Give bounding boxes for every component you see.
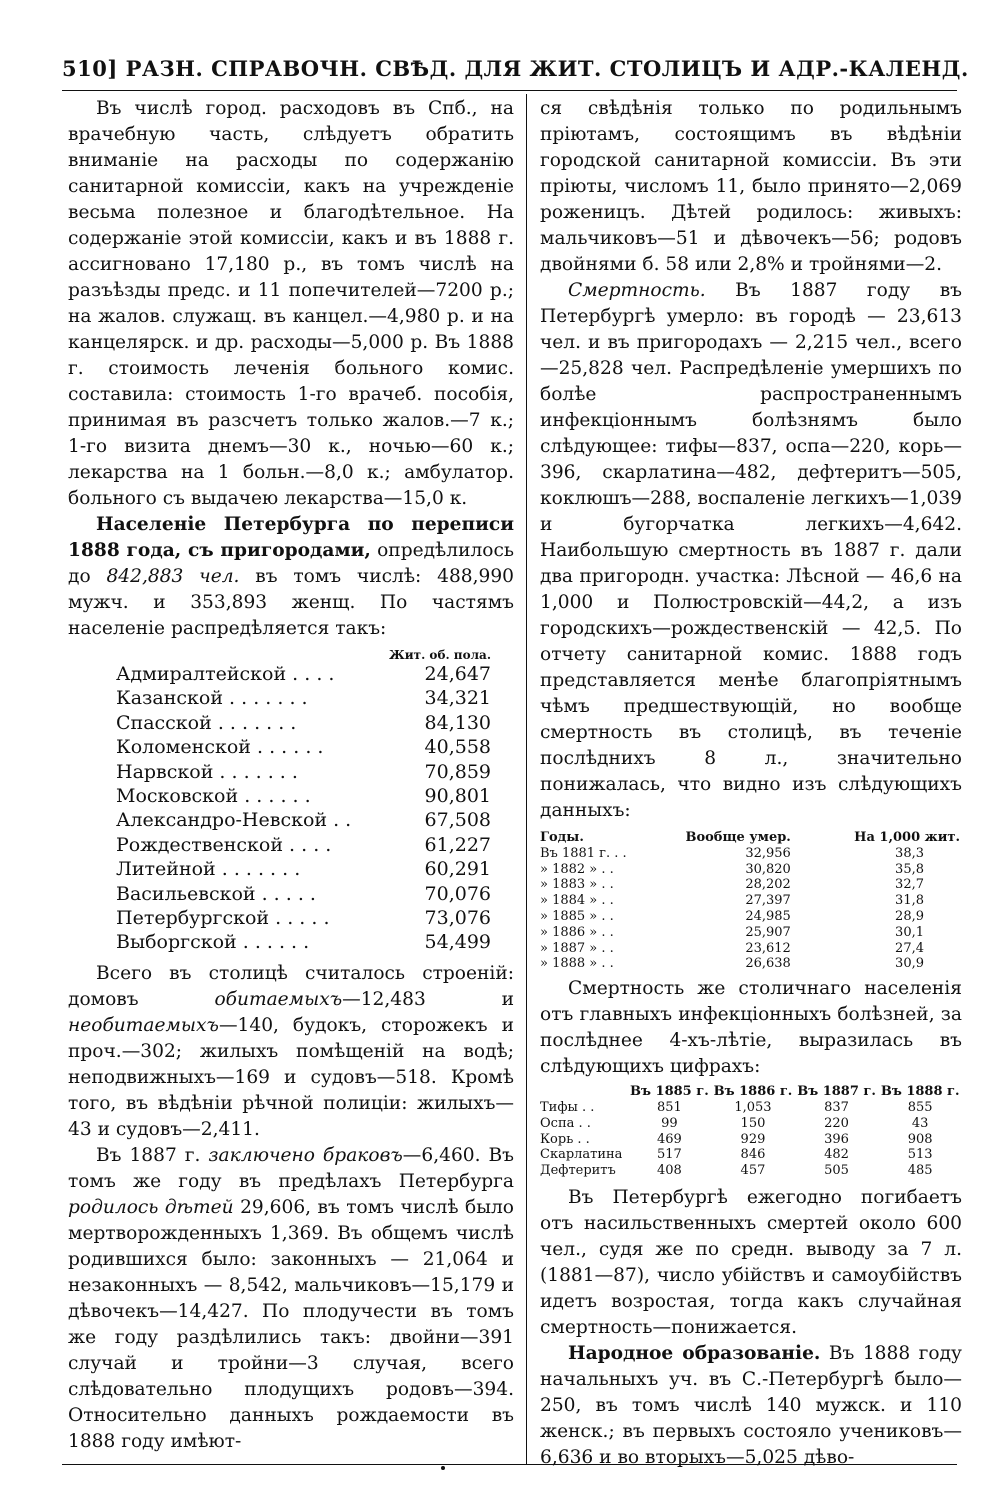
table-row: » 1886 » . . 25,907 30,1	[540, 924, 924, 940]
table-row: Московской . . . . . . 90,801	[116, 785, 491, 808]
infectious-paragraph: Смертность же столичнаго населенія отъ главныхъ инфекціонныхъ болѣзней, за послѣднее 4-хъ-лѣтіе, выразилась въ слѣдующихъ цифрахъ:	[540, 978, 962, 1078]
mortality-paragraph: Смертность. Въ 1887 году въ Петербургѣ умерло: въ городѣ — 23,613 чел. и въ пригородахъ — 2,215 чел., всего—25,828 чел. Распредѣленіе умершихъ по болѣе распространеннымъ инфекціоннымъ болѣзнямъ было слѣдующее: тифы—837, оспа—220, корь—396, скарлатина—482, дефтеритъ—505, коклюшъ—288, воспаленіе легкихъ—1,039 и бугорчатка легкихъ—4,642. Наибольшую смертность въ 1887 г. дали два пригородн. участка: Лѣсной — 46,6 на 1,000 и Полюстровскій—44,2, а изъ городскихъ—рождественскій — 42,5. По отчету санитарной комис. 1888 годъ представляется менѣе благопріятнымъ чѣмъ предшествующій, но вообще смертность въ столицѣ, въ теченіе послѣднихъ 8 л., значительно понижалась, что видно изъ слѣдующихъ данныхъ:	[540, 280, 962, 821]
population-heading: Населеніе Петербурга по переписи 1888 года, съ пригородами,	[68, 514, 514, 561]
violent-deaths-paragraph: Въ Петербургѣ ежегодно погибаетъ отъ насильственныхъ смертей около 600 чел., судя же по средн. выводу за 7 л. (1881—87), число убійствъ и самоубійствъ идетъ возростая, тогда какъ случайная смертность—понижается.	[540, 1186, 962, 1338]
table-row: Спасской . . . . . . . 84,130	[116, 711, 491, 734]
header-rule	[62, 90, 957, 91]
table-row: Коломенской . . . . . . 40,558	[116, 736, 491, 759]
districts-table	[116, 648, 491, 955]
table-row: Рождественской . . . . 61,227	[116, 833, 491, 856]
table-row: » 1883 » . . 28,202 32,7	[540, 877, 924, 893]
footer-mark	[441, 1466, 445, 1470]
table-row: Нарвской . . . . . . . 70,859	[116, 760, 491, 783]
table-row: Выборгской . . . . . . 54,499	[116, 931, 491, 954]
table-row: » 1885 » . . 24,985 28,9	[540, 908, 924, 924]
infections-table: Въ 1885 г. Въ 1886 г. Въ 1887 г. Въ 1888 г. Тифы . . 851 1,053 837 855 Оспа . . 99 150 220 43 Корь . . 469 929 396 908 Скарлатина 517 846 482 513 Дефтеритъ 408 457 505 485	[540, 1084, 962, 1179]
table-row: Петербургской . . . . . 73,076	[116, 907, 491, 930]
table-row: » 1884 » . . 27,397 31,8	[540, 893, 924, 909]
table-row: Александро-Невской . . 67,508	[116, 809, 491, 832]
column-divider	[526, 94, 527, 1464]
education-heading: Народное образованіе.	[568, 1342, 821, 1364]
mortality-table: Годы. Вообще умер. На 1,000 жит. Въ 1881 г. . . 32,956 38,3 » 1882 » . . 30,820 35,8 » 1883 » . . 28,202 32,7 » 1884 » . . 27,397 31,8 » 1885 » . . 24,985 28,9 » 1886 » . . 25,907 30,1 » 1887 » . . 23,612 27,4 » 1888 » . . 26,638 30,9	[540, 830, 960, 972]
table-row: Оспа . . 99 150 220 43	[540, 1115, 929, 1131]
marriages-births-paragraph: Въ 1887 г. заключено браковъ—6,460. Въ томъ же году въ предѣлахъ Петербурга родилось дѣтей 29,606, въ томъ числѣ было мертворожденныхъ 1,369. Въ общемъ числѣ родившихся было: законныхъ — 21,064 и незаконныхъ — 8,542, мальчиковъ—15,179 и дѣвочекъ—14,427. По плодучести въ томъ же году раздѣлились такъ: двойни—391 случай и тройни—3 случая, всего слѣдовательно плодущихъ родовъ—394. Относительно данныхъ рождаемости въ 1888 году имѣют-	[68, 1144, 515, 1452]
footer-rule	[62, 1464, 957, 1465]
table-row: » 1888 » . . 26,638 30,9	[540, 956, 924, 972]
table-row: Литейной . . . . . . . 60,291	[116, 858, 491, 881]
population-paragraph: Населеніе Петербурга по переписи 1888 года, съ пригородами, опредѣлилось до 842,883 чел. въ томъ числѣ: 488,990 мужч. и 353,893 женщ. По частямъ населеніе распредѣляется такъ:	[68, 514, 515, 639]
left-column	[68, 96, 514, 1455]
page-header: 510] РАЗН. СПРАВОЧН. СВѢД. ДЛЯ ЖИТ. СТОЛИЦЪ И АДР.-КАЛЕНД.	[62, 56, 969, 81]
districts-column-header: Жит. об. пола.	[389, 648, 491, 662]
table-row: Адмиралтейской . . . . 24,647	[116, 663, 491, 685]
buildings-paragraph: Всего въ столицѣ считалось строеній: домовъ обитаемыхъ—12,483 и необитаемыхъ—140, будокъ, сторожекъ и проч.—302; жилыхъ помѣщеній на водѣ; неподвижныхъ—169 и судовъ—518. Кромѣ того, въ вѣдѣніи рѣчной полиціи: жилыхъ—43 и судовъ—2,411.	[68, 962, 514, 1140]
table-row: Въ 1881 г. . . 32,956 38,3	[540, 845, 924, 861]
table-row: » 1887 » . . 23,612 27,4	[540, 940, 924, 956]
table-row: » 1882 » . . 30,820 35,8	[540, 861, 924, 877]
table-row: Казанской . . . . . . . 34,321	[116, 687, 491, 710]
table-row: Тифы . . 851 1,053 837 855	[540, 1099, 933, 1115]
mortality-heading: Смертность.	[568, 280, 706, 301]
table-row: Дефтеритъ 408 457 505 485	[540, 1163, 933, 1179]
education-paragraph: Народное образованіе. Въ 1888 году начальныхъ уч. въ С.-Петербургѣ было—250, въ томъ числѣ 140 мужск. и 110 женск.; въ первыхъ состояло учениковъ—6,636 и во вторыхъ—5,025 дѣво-	[540, 1342, 962, 1468]
right-column	[540, 96, 962, 1471]
city-expenses-paragraph: Въ числѣ город. расходовъ въ Спб., на врачебную часть, слѣдуетъ обратить вниманіе на расходы по содержанію санитарной комиссіи, какъ на учрежденіе весьма полезное и благодѣтельное. На содержаніе этой комиссіи, какъ и въ 1888 г. ассигновано 17,180 р., въ томъ числѣ на разъѣзды предс. и 11 попечителей—7200 р.; на жалов. служащ. въ канцел.—4,980 р. и на канцелярск. и др. расходы—5,000 р. Въ 1888 г. стоимость леченія больного комис. составила: стоимость 1-го врачеб. пособія, принимая въ разсчетъ только жалов.—7 к.; 1-го визита днемъ—30 к., ночью—60 к.; лекарства на 1 больн.—8,0 к.; амбулатор. больного съ выдачею лекарства—15,0 к.	[68, 98, 514, 509]
table-row: Скарлатина 517 846 482 513	[540, 1147, 933, 1163]
table-row: Корь . . 469 929 396 908	[540, 1131, 933, 1147]
maternity-shelters-paragraph: ся свѣдѣнія только по родильнымъ пріютамъ, состоящимъ въ вѣдѣніи городской санитарной комиссіи. Въ эти пріюты, числомъ 11, было принято—2,069 роженицъ. Дѣтей родилось: живыхъ: мальчиковъ—51 и дѣвочекъ—56; родовъ двойнями б. 58 или 2,8% и тройнями—2.	[540, 98, 962, 275]
table-row: Васильевской . . . . . 70,076	[116, 882, 491, 905]
